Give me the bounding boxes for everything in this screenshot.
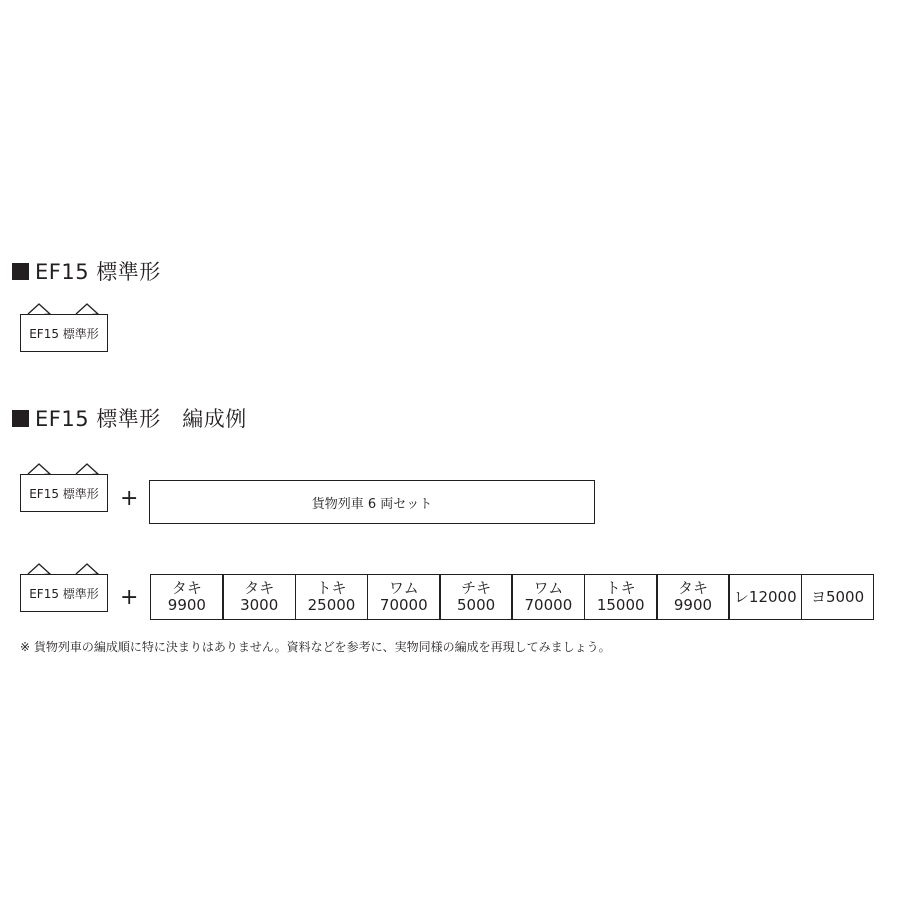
locomotive-label: EF15 標準形 — [20, 574, 108, 612]
car-type: ヨ5000 — [810, 587, 865, 606]
car-type: レ12000 — [733, 587, 797, 606]
locomotive-diagram — [20, 560, 112, 612]
square-bullet-icon — [12, 410, 29, 427]
locomotive-diagram — [20, 460, 112, 512]
freight-car — [511, 574, 585, 620]
freight-car-row — [150, 574, 874, 620]
car-type: トキ — [605, 579, 636, 597]
section-title-standard-text: EF15 標準形 — [35, 260, 161, 284]
freight-car — [222, 574, 296, 620]
car-type: タキ — [171, 579, 202, 597]
formation-note: ※ 貨物列車の編成順に特に決まりはありません。資料などを参考に、実物同様の編成を再現してみましょう。 — [20, 640, 611, 654]
section-title-standard — [12, 256, 161, 286]
freight-car — [656, 574, 730, 620]
car-number: 70000 — [524, 596, 573, 614]
locomotive-label: EF15 標準形 — [20, 474, 108, 512]
freight-car — [728, 574, 802, 620]
locomotive-label: EF15 標準形 — [20, 314, 108, 352]
car-type: タキ — [677, 579, 708, 597]
freight-car — [367, 574, 441, 620]
section-title-formation-text: EF15 標準形 編成例 — [35, 407, 247, 431]
freight-set-box: 貨物列車 6 両セット — [149, 480, 595, 524]
car-number: 15000 — [596, 596, 645, 614]
locomotive-diagram — [20, 300, 112, 352]
car-number: 5000 — [456, 596, 496, 614]
car-number: 3000 — [240, 596, 279, 614]
car-number: 9900 — [673, 596, 713, 614]
car-number: 70000 — [379, 596, 428, 614]
car-type: ワム — [388, 579, 419, 597]
freight-car — [439, 574, 513, 620]
car-type: タキ — [244, 579, 275, 597]
freight-car — [584, 574, 658, 620]
car-type: チキ — [461, 579, 492, 597]
car-type: ワム — [533, 579, 564, 597]
car-type: トキ — [316, 579, 347, 597]
freight-car — [295, 574, 369, 620]
square-bullet-icon — [12, 263, 29, 280]
car-number: 9900 — [167, 596, 206, 614]
plus-sign: + — [120, 585, 139, 610]
car-number: 25000 — [307, 596, 356, 614]
freight-car — [150, 574, 224, 620]
plus-sign: + — [120, 486, 139, 511]
section-title-formation — [12, 403, 247, 433]
freight-car — [801, 574, 875, 620]
